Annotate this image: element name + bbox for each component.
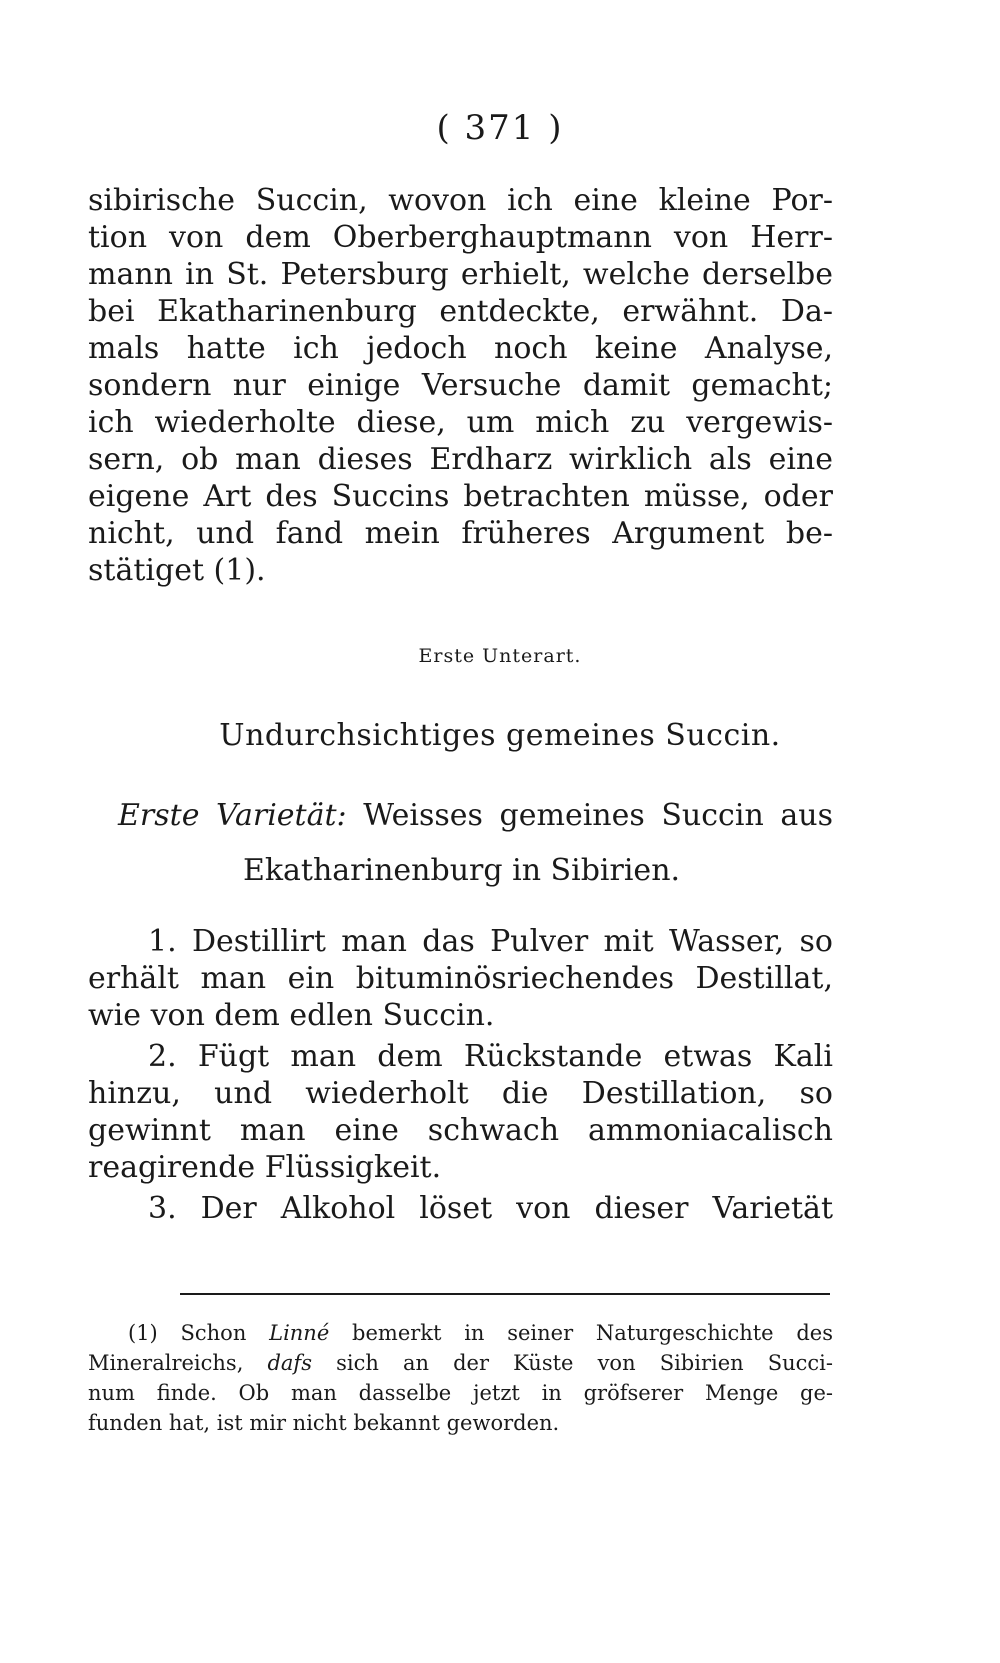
footnote-line2-italic: dafs xyxy=(267,1351,312,1375)
item-line: erhält man ein bituminösriechendes Destillat, xyxy=(88,961,833,996)
paragraph-line: sern, ob man dieses Erdharz wirklich als eine xyxy=(88,442,833,477)
paragraph-line: eigene Art des Succins betrachten müsse, oder xyxy=(88,479,833,514)
item-line: hinzu, und wiederholt die Destillation, so xyxy=(88,1076,833,1111)
paragraph-line: stätiget (1). xyxy=(88,553,266,588)
numbered-items xyxy=(88,923,833,1231)
item-line: 2. Fügt man dem Rückstande etwas Kali xyxy=(148,1039,833,1074)
paragraph-line: mann in St. Petersburg erhielt, welche derselbe xyxy=(88,257,833,292)
footnote-line: funden hat, ist mir nicht bekannt geworden. xyxy=(88,1411,560,1435)
footnote-line1-post: bemerkt in seiner Naturgeschichte des xyxy=(329,1321,834,1345)
paragraph-line: ich wiederholte diese, um mich zu vergewis- xyxy=(88,405,833,440)
item-line: reagirende Flüssigkeit. xyxy=(88,1150,442,1185)
paragraph-line: nicht, und fand mein früheres Argument be- xyxy=(88,516,833,551)
section-title: Undurchsichtiges gemeines Succin. xyxy=(219,718,781,753)
paragraph-line: mals hatte ich jedoch noch keine Analyse, xyxy=(88,331,833,366)
variety-title-part1: Weisses gemeines Succin aus xyxy=(363,798,833,833)
footnote-line xyxy=(88,1318,833,1348)
item-line: 1. Destillirt man das Pulver mit Wasser, so xyxy=(148,924,833,959)
footnote-line2-post: sich an der Küste von Sibirien Succi- xyxy=(311,1351,833,1375)
item-line: wie von dem edlen Succin. xyxy=(88,998,495,1033)
paragraph-line: bei Ekatharinenburg entdeckte, erwähnt. Da- xyxy=(88,294,833,329)
numbered-item-1 xyxy=(88,923,833,1034)
subsection-heading: Erste Unterart. xyxy=(418,645,582,667)
page-number: ( 371 ) xyxy=(436,108,564,148)
paragraph-line: sondern nur einige Versuche damit gemacht; xyxy=(88,368,833,403)
item-line: gewinnt man eine schwach ammoniacalisch xyxy=(88,1113,833,1148)
variety-label: Erste Varietät: xyxy=(118,798,347,833)
numbered-item-2 xyxy=(88,1038,833,1186)
variety-title-part2: Ekatharinenburg in Sibirien. xyxy=(242,853,681,888)
footnote-line1-pre: (1) Schon xyxy=(128,1321,270,1345)
variety-heading-line1 xyxy=(118,797,833,834)
variety-heading xyxy=(118,797,833,889)
paragraph-line: sibirische Succin, wovon ich eine kleine Por- xyxy=(88,183,833,218)
footnote xyxy=(88,1318,833,1438)
footnote-line2-pre: Mineralreichs, xyxy=(88,1351,268,1375)
footnote-line: num finde. Ob man dasselbe jetzt in gröfserer Menge ge- xyxy=(88,1381,833,1405)
main-paragraph xyxy=(88,182,833,589)
footnote-author-name: Linné xyxy=(269,1321,330,1345)
footnote-divider xyxy=(180,1293,830,1295)
paragraph-line: tion von dem Oberberghauptmann von Herr- xyxy=(88,220,833,255)
footnote-line xyxy=(88,1348,833,1378)
item-line: 3. Der Alkohol löset von dieser Varietät xyxy=(148,1191,833,1226)
numbered-item-3 xyxy=(88,1190,833,1227)
